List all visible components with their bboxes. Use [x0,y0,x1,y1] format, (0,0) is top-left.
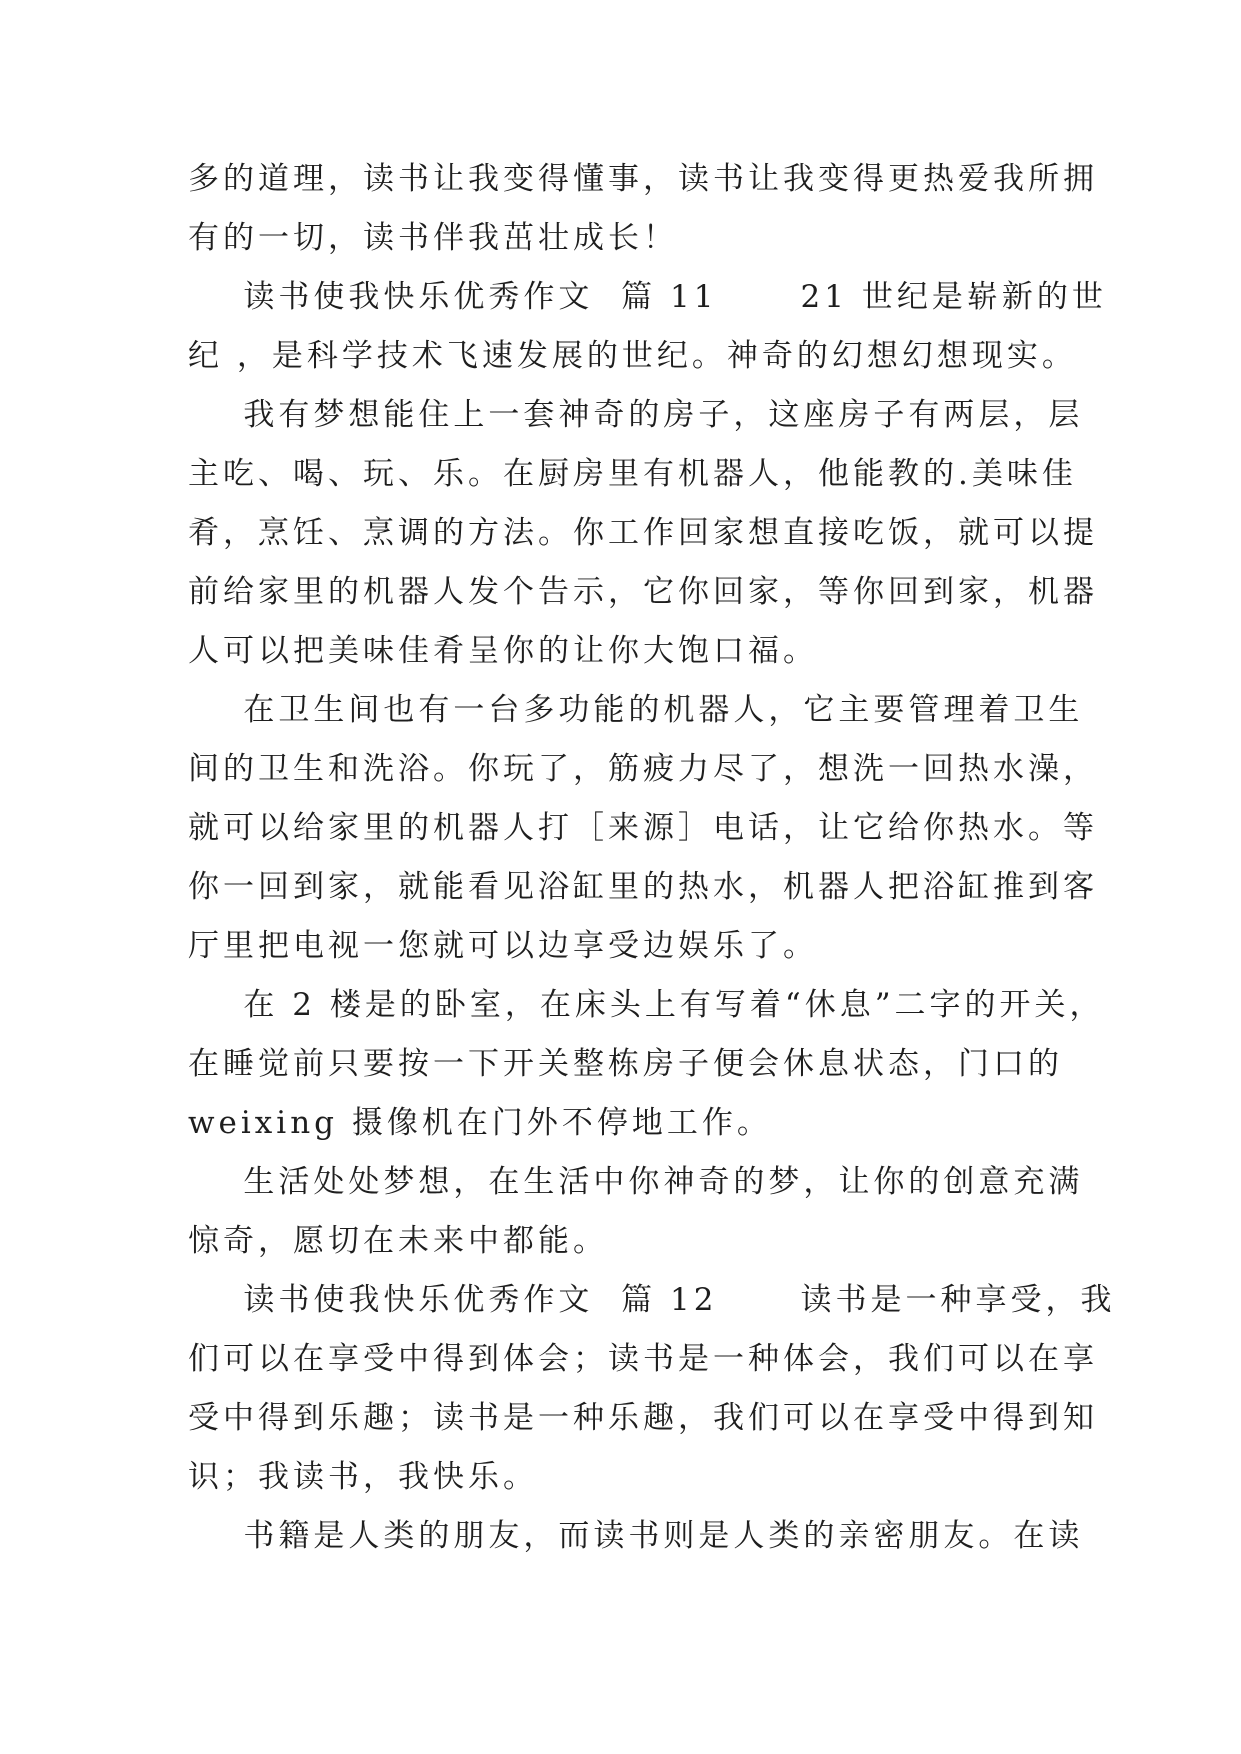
text-line: 我有梦想能住上一套神奇的房子，这座房子有两层，层 [188,397,1084,433]
text-line: 多的道理，读书让我变得懂事，读书让我变得更热爱我所拥 [188,161,1098,197]
text-line: 惊奇，愿切在未来中都能。 [188,1223,608,1259]
text-line: 就可以给家里的机器人打［来源］电话，让它给你热水。等 [188,810,1098,846]
text-line: 在卫生间也有一台多功能的机器人，它主要管理着卫生 [188,692,1084,728]
section-heading-line: 读书使我快乐优秀作文 篇 12 读书是一种享受，我 [188,1282,1116,1318]
text-line: 肴，烹饪、烹调的方法。你工作回家想直接吃饭，就可以提 [188,515,1098,551]
document-body [188,150,1116,1566]
text-line: 生活处处梦想，在生活中你神奇的梦，让你的创意充满 [188,1164,1084,1200]
text-line: 人可以把美味佳肴呈你的让你大饱口福。 [188,633,818,669]
text-line: weixing 摄像机在门外不停地工作。 [188,1105,772,1141]
text-line: 受中得到乐趣；读书是一种乐趣，我们可以在享受中得到知 [188,1400,1098,1436]
text-line: 在 2 楼是的卧室，在床头上有写着“休息”二字的开关， [188,987,1105,1023]
text-line: 前给家里的机器人发个告示，它你回家，等你回到家，机器 [188,574,1098,610]
text-line: 在睡觉前只要按一下开关整栋房子便会休息状态，门口的 [188,1046,1063,1082]
text-line: 纪 ，是科学技术飞速发展的世纪。神奇的幻想幻想现实。 [188,338,1077,374]
text-line: 识；我读书，我快乐。 [188,1459,538,1495]
text-line: 书籍是人类的朋友，而读书则是人类的亲密朋友。在读 [188,1518,1084,1554]
text-line: 主吃、喝、玩、乐。在厨房里有机器人，他能教的.美味佳 [188,456,1077,492]
text-line: 间的卫生和洗浴。你玩了，筋疲力尽了，想洗一回热水澡， [188,751,1098,787]
section-heading-line: 读书使我快乐优秀作文 篇 11 21 世纪是崭新的世 [188,279,1107,315]
text-line: 们可以在享受中得到体会；读书是一种体会，我们可以在享 [188,1341,1098,1377]
text-line: 厅里把电视一您就可以边享受边娱乐了。 [188,928,818,964]
text-line: 有的一切，读书伴我茁壮成长！ [188,220,678,256]
text-line: 你一回到家，就能看见浴缸里的热水，机器人把浴缸推到客 [188,869,1098,905]
